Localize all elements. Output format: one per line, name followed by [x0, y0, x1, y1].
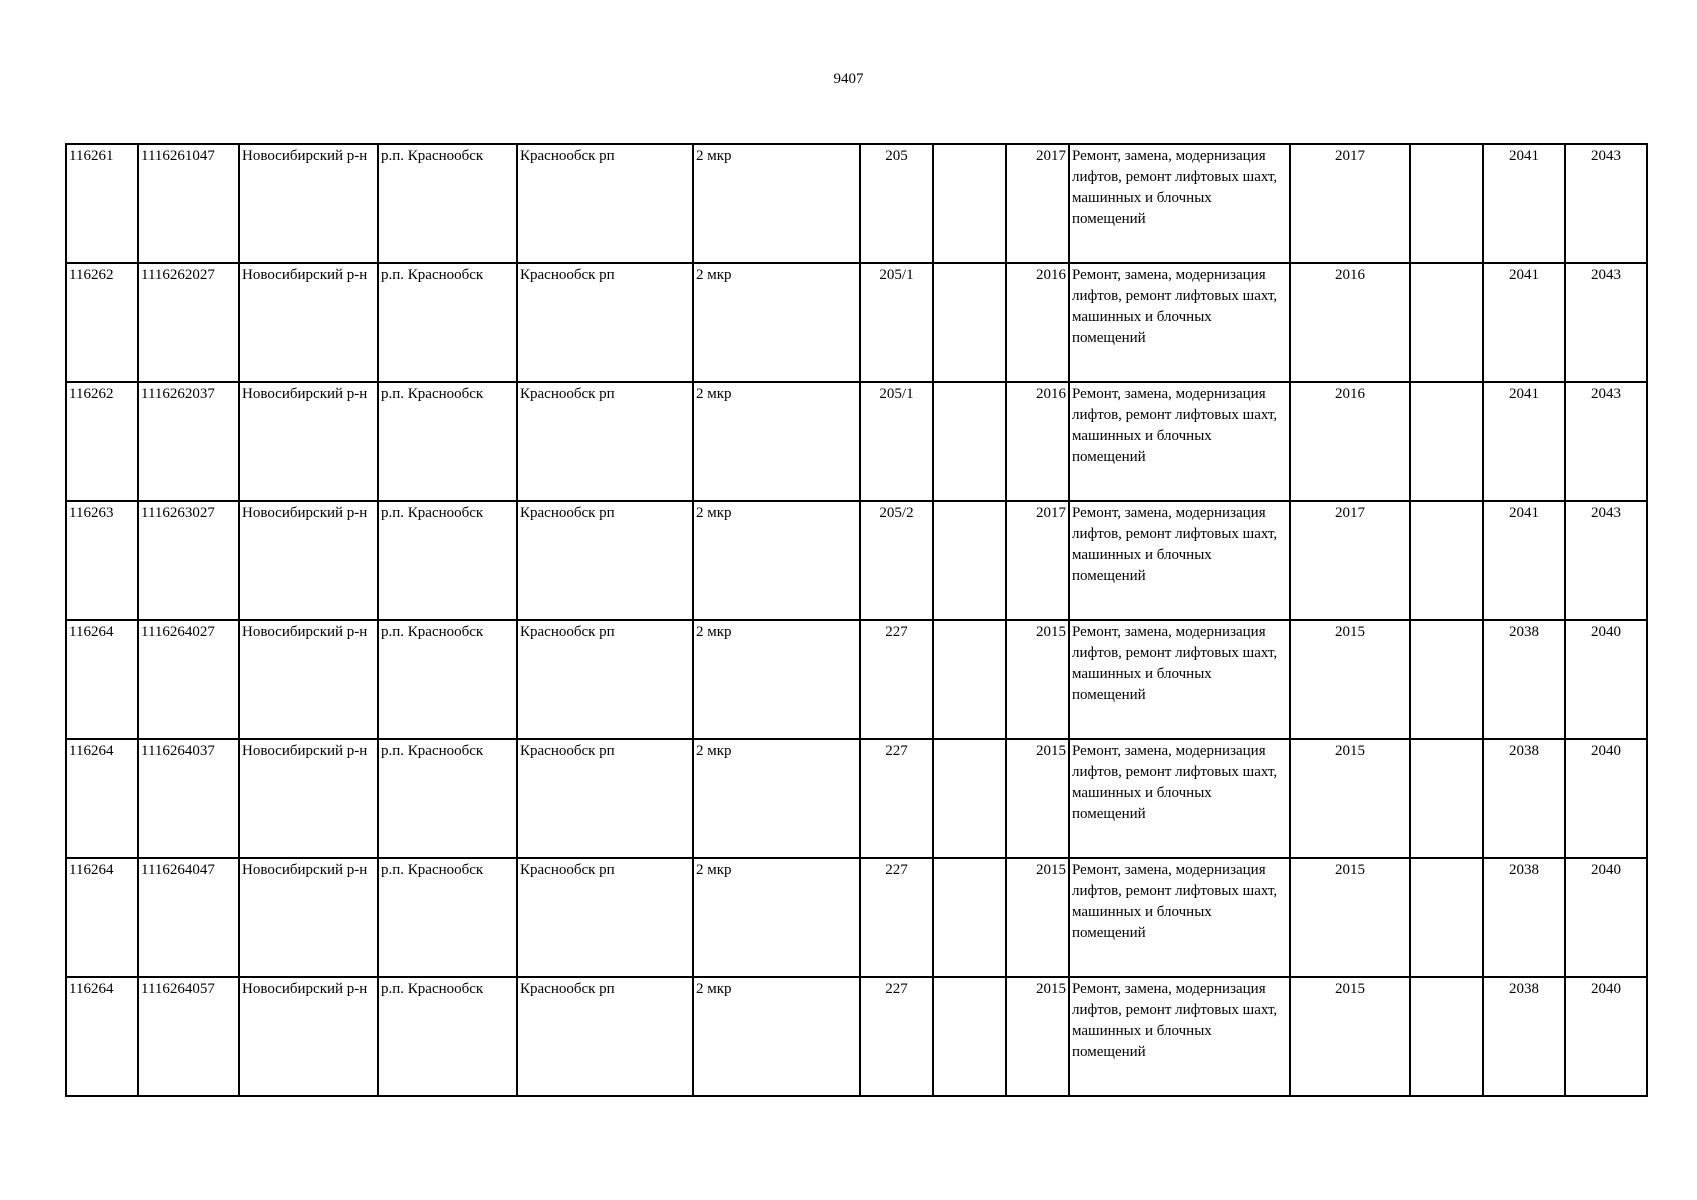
cell-district: Новосибирский р-н: [239, 144, 378, 263]
cell-period-end: 2043: [1565, 263, 1647, 382]
cell-building: [933, 263, 1006, 382]
cell-period-start: 2038: [1483, 858, 1565, 977]
cell-code: 1116264037: [138, 739, 239, 858]
cell-district: Новосибирский р-н: [239, 739, 378, 858]
table-row: [66, 263, 1647, 382]
cell-street: 2 мкр: [693, 501, 860, 620]
cell-locality: Краснообск рп: [517, 382, 693, 501]
cell-code: 1116264057: [138, 977, 239, 1096]
cell-empty: [1410, 620, 1483, 739]
cell-work-year: 2015: [1290, 739, 1410, 858]
cell-work-year: 2015: [1290, 620, 1410, 739]
cell-building: [933, 858, 1006, 977]
cell-empty: [1410, 977, 1483, 1096]
cell-code: 1116264027: [138, 620, 239, 739]
cell-house: 205/2: [860, 501, 933, 620]
table-row: [66, 620, 1647, 739]
table-row: [66, 501, 1647, 620]
cell-work-type: Ремонт, замена, модернизация лифтов, ремонт лифтовых шахт, машинных и блочных помещений: [1069, 144, 1290, 263]
cell-district: Новосибирский р-н: [239, 263, 378, 382]
cell-code: 1116264047: [138, 858, 239, 977]
cell-empty: [1410, 263, 1483, 382]
cell-period-end: 2043: [1565, 501, 1647, 620]
cell-house: 227: [860, 977, 933, 1096]
cell-empty: [1410, 501, 1483, 620]
cell-building: [933, 501, 1006, 620]
cell-locality: Краснообск рп: [517, 620, 693, 739]
cell-period-start: 2038: [1483, 977, 1565, 1096]
cell-work-year: 2015: [1290, 977, 1410, 1096]
table-row: [66, 382, 1647, 501]
cell-year: 2016: [1006, 263, 1069, 382]
cell-work-year: 2017: [1290, 501, 1410, 620]
cell-period-end: 2040: [1565, 858, 1647, 977]
cell-house: 227: [860, 620, 933, 739]
cell-year: 2017: [1006, 144, 1069, 263]
cell-code: 1116262027: [138, 263, 239, 382]
cell-empty: [1410, 739, 1483, 858]
cell-building: [933, 144, 1006, 263]
cell-period-end: 2040: [1565, 739, 1647, 858]
cell-work-year: 2016: [1290, 382, 1410, 501]
cell-district: Новосибирский р-н: [239, 977, 378, 1096]
cell-work-year: 2015: [1290, 858, 1410, 977]
cell-period-start: 2041: [1483, 382, 1565, 501]
cell-building: [933, 382, 1006, 501]
cell-locality: Краснообск рп: [517, 739, 693, 858]
cell-street: 2 мкр: [693, 263, 860, 382]
cell-house: 227: [860, 858, 933, 977]
cell-period-start: 2041: [1483, 263, 1565, 382]
cell-id: 116264: [66, 620, 138, 739]
cell-work-type: Ремонт, замена, модернизация лифтов, ремонт лифтовых шахт, машинных и блочных помещений: [1069, 739, 1290, 858]
cell-house: 205/1: [860, 263, 933, 382]
table-row: [66, 739, 1647, 858]
registry-table: [65, 143, 1648, 1097]
cell-house: 227: [860, 739, 933, 858]
cell-locality: Краснообск рп: [517, 263, 693, 382]
cell-id: 116264: [66, 977, 138, 1096]
cell-work-type: Ремонт, замена, модернизация лифтов, ремонт лифтовых шахт, машинных и блочных помещений: [1069, 382, 1290, 501]
cell-settlement: р.п. Краснообск: [378, 739, 517, 858]
cell-settlement: р.п. Краснообск: [378, 382, 517, 501]
cell-period-end: 2043: [1565, 382, 1647, 501]
cell-locality: Краснообск рп: [517, 144, 693, 263]
page-number: 9407: [833, 71, 864, 87]
cell-empty: [1410, 382, 1483, 501]
cell-settlement: р.п. Краснообск: [378, 501, 517, 620]
cell-year: 2015: [1006, 977, 1069, 1096]
cell-id: 116264: [66, 739, 138, 858]
cell-locality: Краснообск рп: [517, 501, 693, 620]
cell-street: 2 мкр: [693, 620, 860, 739]
cell-building: [933, 739, 1006, 858]
cell-street: 2 мкр: [693, 739, 860, 858]
cell-id: 116261: [66, 144, 138, 263]
cell-settlement: р.п. Краснообск: [378, 620, 517, 739]
cell-settlement: р.п. Краснообск: [378, 144, 517, 263]
cell-year: 2015: [1006, 739, 1069, 858]
cell-street: 2 мкр: [693, 977, 860, 1096]
cell-work-year: 2016: [1290, 263, 1410, 382]
cell-settlement: р.п. Краснообск: [378, 977, 517, 1096]
cell-code: 1116263027: [138, 501, 239, 620]
cell-work-type: Ремонт, замена, модернизация лифтов, ремонт лифтовых шахт, машинных и блочных помещений: [1069, 977, 1290, 1096]
cell-locality: Краснообск рп: [517, 977, 693, 1096]
cell-period-start: 2038: [1483, 620, 1565, 739]
cell-building: [933, 977, 1006, 1096]
cell-year: 2015: [1006, 620, 1069, 739]
table-row: [66, 977, 1647, 1096]
cell-period-start: 2041: [1483, 501, 1565, 620]
cell-id: 116262: [66, 263, 138, 382]
cell-street: 2 мкр: [693, 858, 860, 977]
cell-period-start: 2038: [1483, 739, 1565, 858]
cell-work-year: 2017: [1290, 144, 1410, 263]
cell-code: 1116261047: [138, 144, 239, 263]
cell-work-type: Ремонт, замена, модернизация лифтов, ремонт лифтовых шахт, машинных и блочных помещений: [1069, 620, 1290, 739]
cell-id: 116263: [66, 501, 138, 620]
cell-id: 116262: [66, 382, 138, 501]
cell-empty: [1410, 144, 1483, 263]
cell-settlement: р.п. Краснообск: [378, 858, 517, 977]
cell-district: Новосибирский р-н: [239, 501, 378, 620]
cell-period-end: 2040: [1565, 977, 1647, 1096]
cell-year: 2017: [1006, 501, 1069, 620]
cell-locality: Краснообск рп: [517, 858, 693, 977]
cell-year: 2015: [1006, 858, 1069, 977]
cell-house: 205/1: [860, 382, 933, 501]
cell-empty: [1410, 858, 1483, 977]
cell-period-end: 2040: [1565, 620, 1647, 739]
cell-district: Новосибирский р-н: [239, 858, 378, 977]
cell-period-end: 2043: [1565, 144, 1647, 263]
cell-work-type: Ремонт, замена, модернизация лифтов, ремонт лифтовых шахт, машинных и блочных помещений: [1069, 501, 1290, 620]
table-row: [66, 858, 1647, 977]
cell-year: 2016: [1006, 382, 1069, 501]
cell-code: 1116262037: [138, 382, 239, 501]
cell-district: Новосибирский р-н: [239, 382, 378, 501]
cell-id: 116264: [66, 858, 138, 977]
cell-district: Новосибирский р-н: [239, 620, 378, 739]
cell-period-start: 2041: [1483, 144, 1565, 263]
cell-street: 2 мкр: [693, 144, 860, 263]
table-row: [66, 144, 1647, 263]
cell-building: [933, 620, 1006, 739]
cell-work-type: Ремонт, замена, модернизация лифтов, ремонт лифтовых шахт, машинных и блочных помещений: [1069, 263, 1290, 382]
cell-house: 205: [860, 144, 933, 263]
cell-work-type: Ремонт, замена, модернизация лифтов, ремонт лифтовых шахт, машинных и блочных помещений: [1069, 858, 1290, 977]
cell-settlement: р.п. Краснообск: [378, 263, 517, 382]
cell-street: 2 мкр: [693, 382, 860, 501]
